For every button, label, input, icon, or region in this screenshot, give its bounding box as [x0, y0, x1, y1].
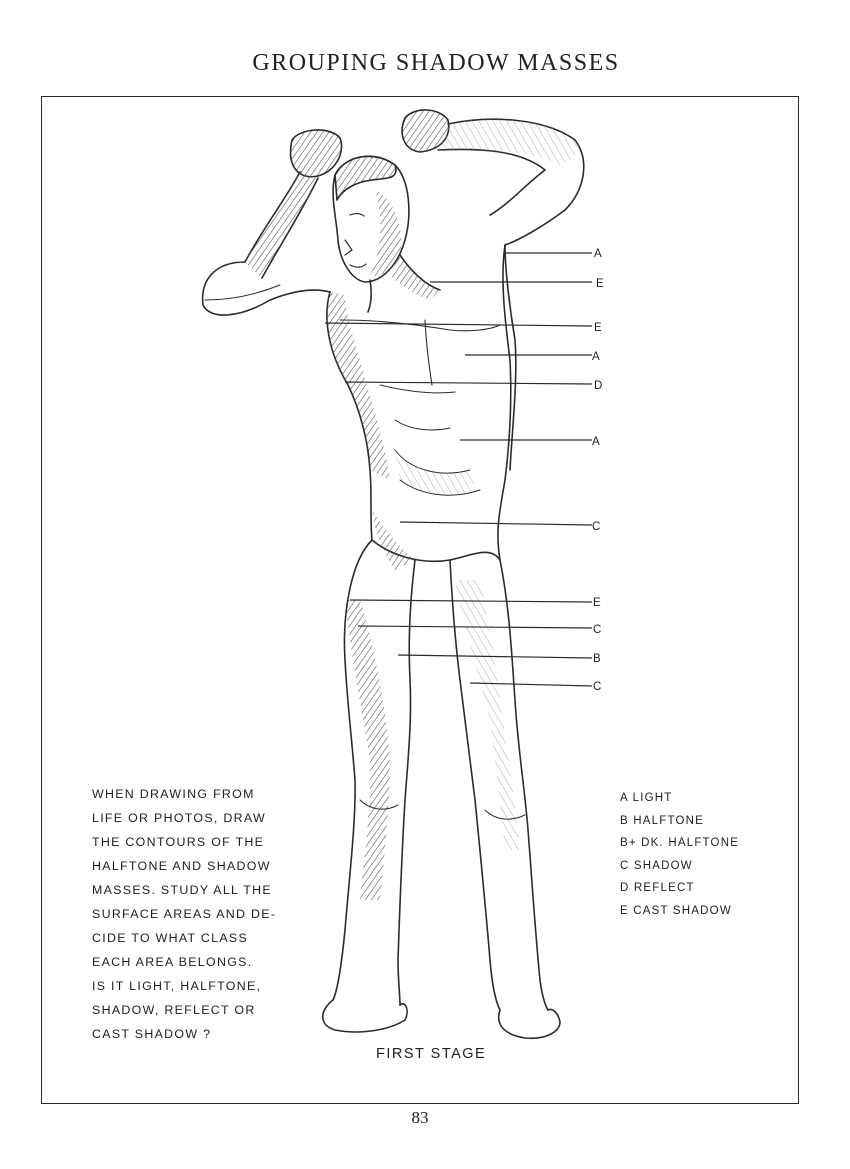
legend-item-cast-shadow: E CAST SHADOW: [620, 904, 732, 917]
right-upper-arm: [490, 170, 565, 245]
note-line: MASSES. STUDY ALL THE: [92, 883, 272, 897]
legend-item-halftone: B HALFTONE: [620, 814, 704, 827]
pectoral-line: [340, 320, 500, 331]
note-line: IS IT LIGHT, HALFTONE,: [92, 979, 262, 993]
note-line: CAST SHADOW ?: [92, 1027, 212, 1041]
callout-letter: A: [592, 351, 600, 363]
callout-letter: E: [596, 278, 604, 290]
callout-letter: C: [592, 521, 601, 533]
page-number: 83: [411, 1108, 429, 1127]
callout-letter: A: [592, 436, 600, 448]
right-foot: [499, 1010, 560, 1039]
note-line: WHEN DRAWING FROM: [92, 787, 255, 801]
callout-letter: C: [593, 681, 602, 693]
note-line: SURFACE AREAS AND DE-: [92, 907, 277, 921]
sternum: [425, 320, 432, 385]
callout-letter: A: [594, 248, 602, 260]
note-line: THE CONTOURS OF THE: [92, 835, 265, 849]
left-fist: [291, 130, 342, 177]
legend-item-dark-halftone: B+ DK. HALFTONE: [620, 837, 740, 849]
ribs: [380, 385, 455, 430]
note-line: CIDE TO WHAT CLASS: [92, 931, 249, 945]
callout-line: [345, 382, 592, 384]
right-forearm-shade: [438, 119, 577, 165]
callout-letter: D: [594, 380, 603, 392]
instruction-note: [92, 782, 302, 1046]
groin-shade: [372, 510, 415, 570]
legend-item-reflect: D REFLECT: [620, 882, 695, 894]
callout-line: [325, 323, 592, 326]
callout-letter: B: [593, 653, 601, 665]
callout-line: [398, 655, 592, 658]
page-title: GROUPING SHADOW MASSES: [252, 50, 620, 76]
note-line: SHADOW, REFLECT OR: [92, 1003, 256, 1017]
callout-labels: [592, 248, 604, 693]
callout-letter: C: [593, 624, 602, 636]
left-foot: [323, 1000, 407, 1032]
legend-item-shadow: C SHADOW: [620, 859, 693, 872]
figure-caption: FIRST STAGE: [376, 1046, 487, 1062]
hair: [335, 156, 396, 200]
note-line: HALFTONE AND SHADOW: [92, 859, 271, 873]
note-line: EACH AREA BELONGS.: [92, 955, 253, 969]
callout-line: [400, 522, 592, 525]
legend-item-light: A LIGHT: [620, 792, 673, 804]
left-forearm-shade: [245, 172, 318, 278]
abdomen-shade: [395, 450, 475, 495]
value-legend: [620, 792, 739, 927]
callout-letter: E: [594, 322, 602, 334]
note-line: LIFE OR PHOTOS, DRAW: [92, 811, 267, 825]
callout-letter: E: [593, 597, 601, 609]
